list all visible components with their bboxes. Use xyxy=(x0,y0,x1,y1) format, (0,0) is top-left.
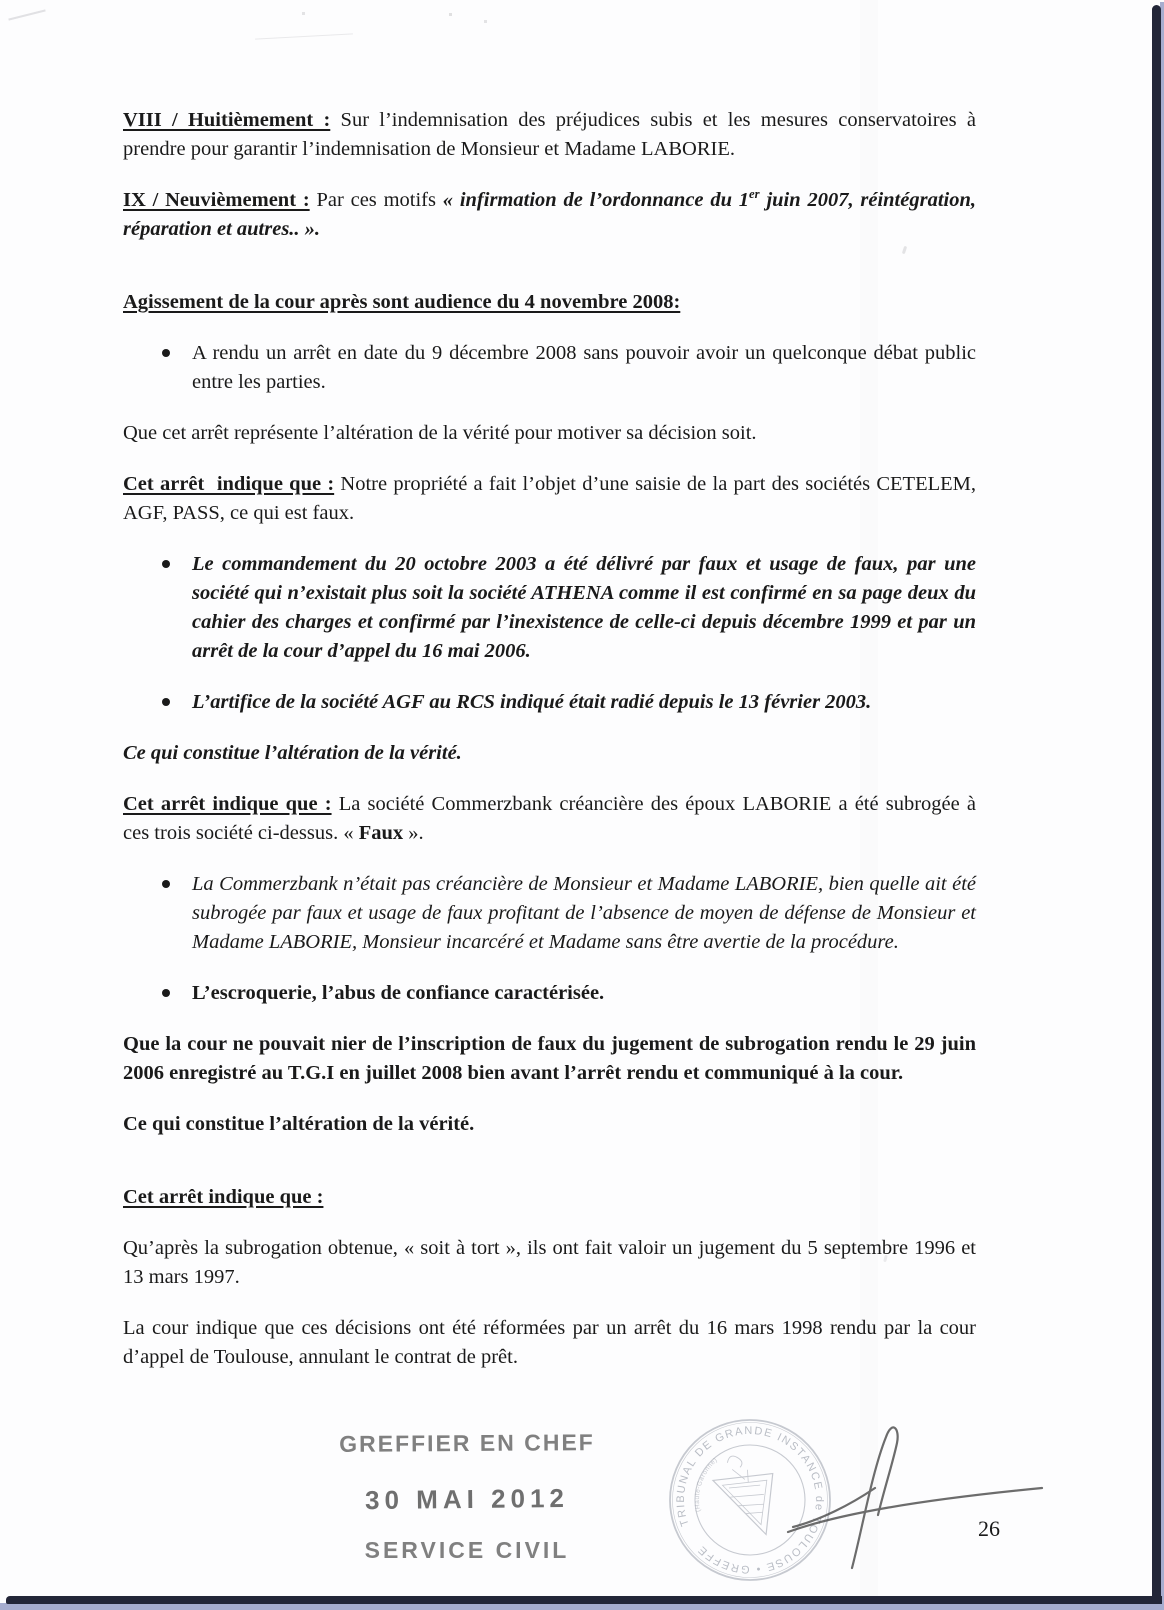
bullet-icon xyxy=(162,560,170,568)
text-segment: Le commandement du 20 octobre 2003 a été délivré par faux et usage de faux, par une société qui n’existait plus soit la société ATHENA comme il est confirmé en sa page deux du cahier des charges et confirmé par l’inexistence de celle-ci depuis décembre 1999 et par un arrêt de la cour d’appel du 16 mai 2006. xyxy=(192,553,976,662)
text-segment: La Commerzbank n’était pas créancière de Monsieur et Madame LABORIE, bien quelle ait été subrogée par faux et usage de faux profitant de l’absence de moyen de défense de Monsieur et Madame LABORIE, Monsieur incarcéré et Madame sans être avertie de la procédure. xyxy=(192,873,976,953)
paragraph xyxy=(123,1030,976,1088)
text-segment: IX / Neuvièmement : xyxy=(123,189,310,211)
text-segment: Cet arrêt indique que : xyxy=(123,473,335,495)
text-segment: VIII / Huitièmement : xyxy=(123,109,331,131)
paragraph xyxy=(123,790,976,848)
stamp-date-line: 30 MAI 2012 xyxy=(364,1482,570,1516)
text-segment: ». xyxy=(403,822,424,844)
text-segment: L’escroquerie, l’abus de confiance caractérisée. xyxy=(192,982,605,1004)
stamp-office-line: GREFFIER EN CHEF xyxy=(339,1429,595,1457)
text-segment: Agissement de la cour après sont audience du 4 novembre 2008: xyxy=(123,291,681,313)
bullet-item xyxy=(123,870,976,957)
text-segment: Ce qui constitue l’altération de la vérité. xyxy=(123,742,462,764)
bullet-icon xyxy=(162,349,170,357)
bullet-item xyxy=(123,339,976,397)
text-segment: Cet arrêt indique que : xyxy=(123,793,332,815)
paragraph xyxy=(123,739,976,768)
heading xyxy=(123,288,976,317)
bullet-item xyxy=(123,550,976,666)
text-segment: L’artifice de la société AGF au RCS indiqué était radié depuis le 13 février 2003. xyxy=(192,691,872,713)
paragraph xyxy=(123,419,976,448)
greffe-stamp xyxy=(317,1430,617,1564)
text-segment: A rendu un arrêt en date du 9 décembre 2008 sans pouvoir avoir un quelconque débat public entre les parties. xyxy=(192,342,976,393)
paragraph xyxy=(123,106,976,164)
text-segment: La cour indique que ces décisions ont été réformées par un arrêt du 16 mars 1998 rendu par la cour d’appel de Toulouse, annulant le contrat de prêt. xyxy=(123,1317,976,1368)
scan-artifact xyxy=(302,12,305,15)
scan-shadow-bottom-glow xyxy=(0,1603,1164,1610)
text-segment: Que cet arrêt représente l’altération de la vérité pour motiver sa décision soit. xyxy=(123,422,757,444)
bullet-item xyxy=(123,688,976,717)
page-number: 26 xyxy=(978,1516,1000,1541)
text-segment: Sur l’indemnisation des préjudices subis et les mesures conservatoires à prendre pour garantir l’indemnisation de Monsieur et Madame LABORIE. xyxy=(123,109,976,160)
text-segment: Notre propriété a fait l’objet d’une saisie de la part des sociétés CETELEM, AGF, PASS, ce qui est faux. xyxy=(123,473,977,524)
paragraph xyxy=(123,1110,976,1139)
text-segment: Que la cour ne pouvait nier de l’inscription de faux du jugement de subrogation rendu le 29 juin 2006 enregistré au T.G.I en juillet 2008 bien avant l’arrêt rendu et communiqué à la cour. xyxy=(123,1033,976,1084)
text-segment: Ce qui constitue l’altération de la vérité. xyxy=(123,1113,475,1135)
seal-arc-text: TRIBUNAL DE GRANDE INSTANCE de TOULOUSE • GREFFE xyxy=(674,1424,826,1576)
stamp-service-line: SERVICE CIVIL xyxy=(364,1537,570,1563)
bullet-icon xyxy=(162,698,170,706)
bullet-icon xyxy=(162,989,170,997)
text-segment: Cet arrêt indique que : xyxy=(123,1186,324,1208)
text-segment: Qu’après la subrogation obtenue, « soit à tort », ils ont fait valoir un jugement du 5 septembre 1996 et 13 mars 1997. xyxy=(123,1237,976,1288)
paragraph xyxy=(123,1314,976,1372)
scan-artifact xyxy=(255,33,353,39)
document-body xyxy=(123,84,976,1372)
scan-artifact xyxy=(449,13,452,16)
signature-icon xyxy=(758,1418,1058,1578)
heading xyxy=(123,1183,976,1212)
seal-region-text: (Haute-Garonne) xyxy=(693,1456,720,1513)
text-segment: La société Commerzbank créancière des époux LABORIE a été subrogée à ces trois société ci-dessus. « xyxy=(123,793,976,844)
scan-shadow-bottom xyxy=(6,1596,1162,1604)
text-segment: juin 2007, réintégration, réparation et autres.. ». xyxy=(123,189,976,240)
scan-shadow-right xyxy=(1152,5,1161,1604)
paragraph xyxy=(123,1234,976,1292)
scan-artifact xyxy=(484,20,487,23)
bullet-item xyxy=(123,979,976,1008)
scan-artifact xyxy=(8,9,45,20)
text-segment: Faux xyxy=(358,822,404,844)
text-segment: er xyxy=(749,187,760,202)
text-segment: Par ces motifs xyxy=(309,189,443,211)
paragraph xyxy=(123,470,976,528)
text-segment: « infirmation de l’ordonnance du 1 xyxy=(442,189,750,211)
bullet-icon xyxy=(162,880,170,888)
paragraph xyxy=(123,186,976,244)
